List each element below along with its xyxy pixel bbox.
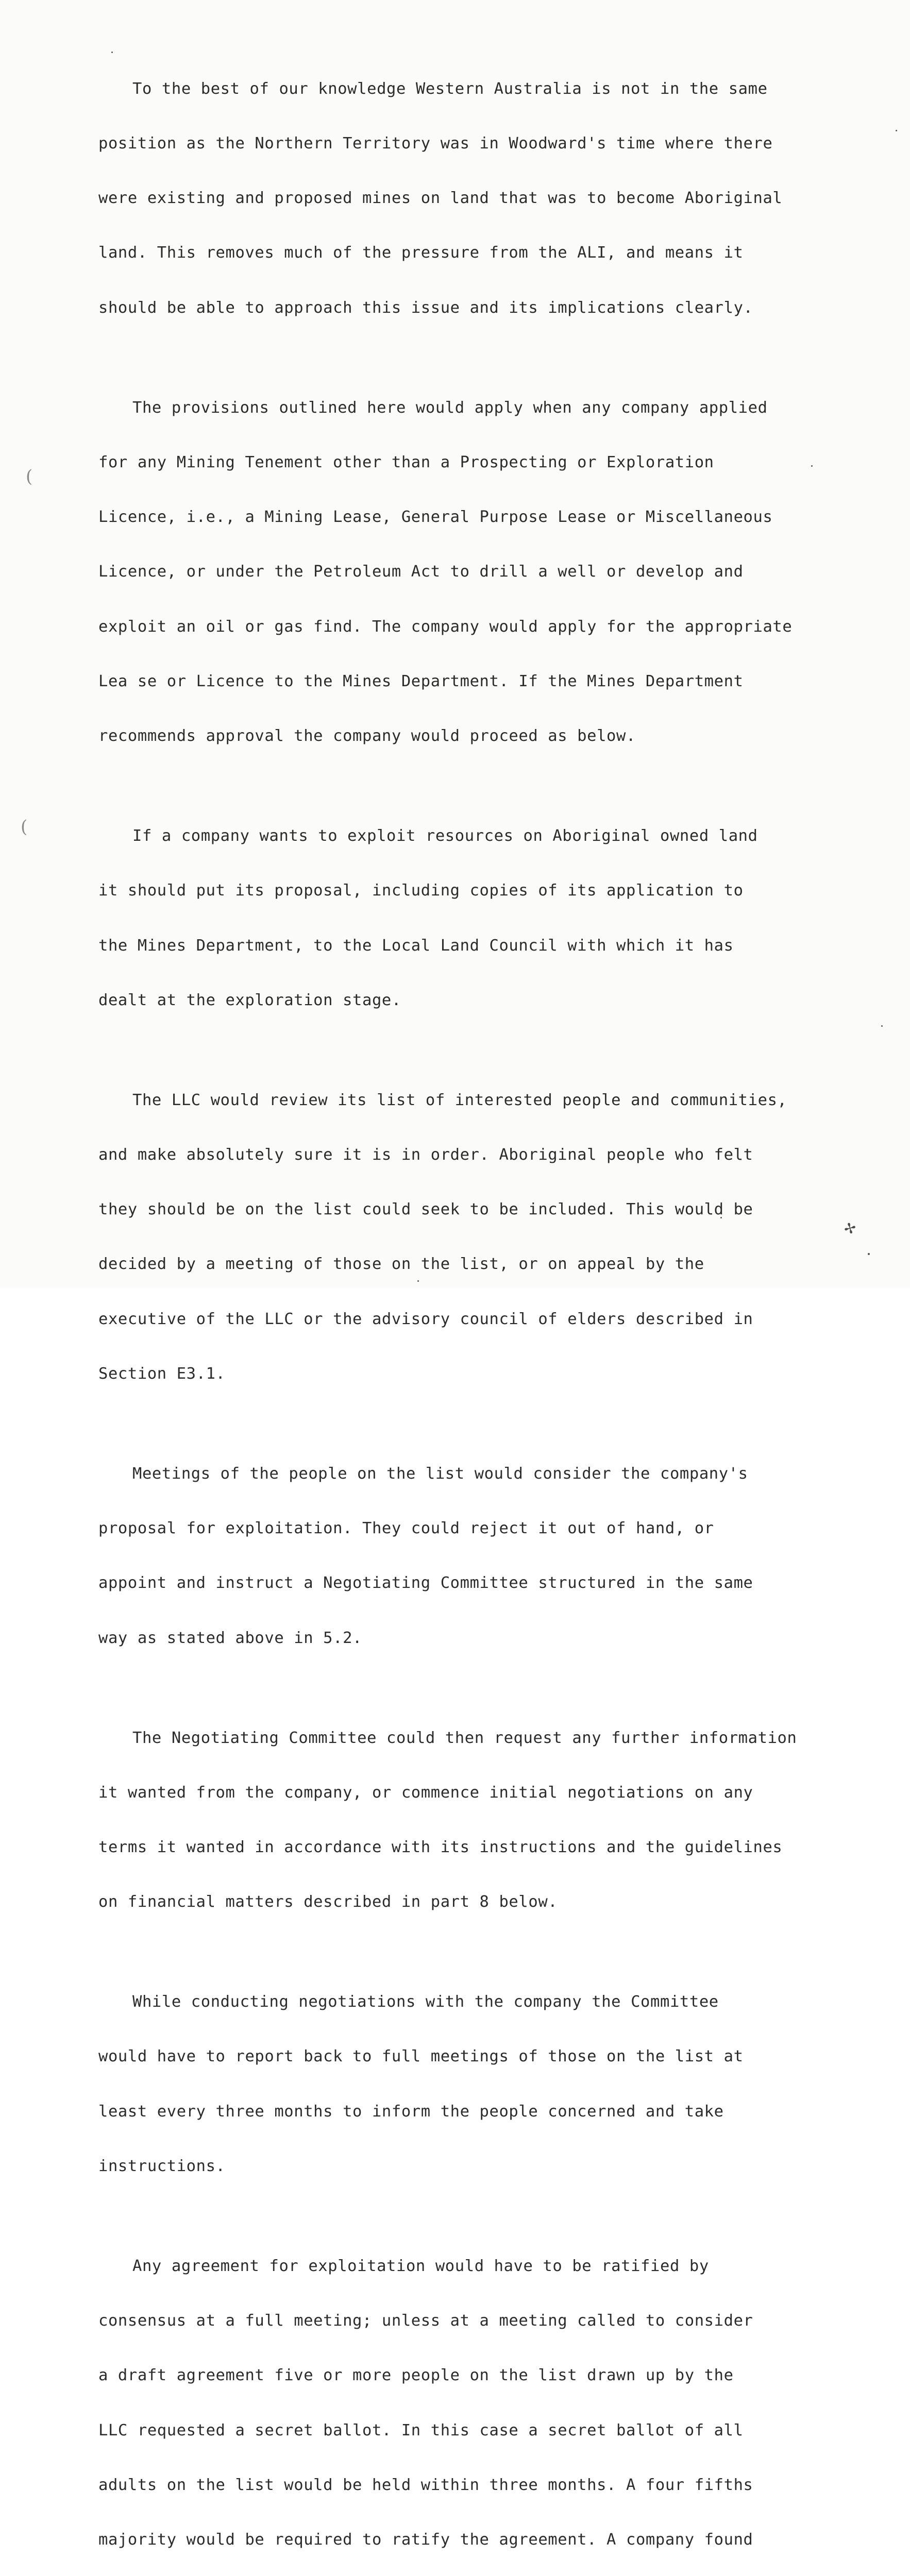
text-line: To the best of our knowledge Western Australia is not in the same (132, 79, 768, 98)
text-line: on financial matters described in part 8 below. (98, 1893, 558, 1911)
text-line: it wanted from the company, or commence initial negotiations on any (98, 1783, 753, 1802)
paragraph (98, 362, 902, 782)
text-line: were existing and proposed mines on land that was to become Aboriginal (98, 189, 783, 208)
text-line: appoint and instruct a Negotiating Committee structured in the same (98, 1574, 753, 1592)
paragraph (98, 43, 902, 353)
text-line: consensus at a full meeting; unless at a meeting called to consider (98, 2312, 753, 2330)
text-line: Any agreement for exploitation would have to be ratified by (132, 2257, 709, 2275)
document-body (98, 43, 902, 2576)
text-line: it should put its proposal, including copies of its application to (98, 882, 744, 900)
text-line: Section E3.1. (98, 1364, 226, 1383)
text-line: Licence, or under the Petroleum Act to drill a well or develop and (98, 563, 744, 581)
text-line: they should be on the list could seek to be included. This would be (98, 1200, 753, 1219)
text-line: exploit an oil or gas find. The company would apply for the appropriate (98, 617, 793, 636)
text-line: would have to report back to full meetings of those on the list at (98, 2047, 744, 2066)
paragraph (98, 1956, 902, 2212)
text-line: Meetings of the people on the list would consider the company's (132, 1464, 748, 1483)
text-line: Licence, i.e., a Mining Lease, General Purpose Lease or Miscellaneous (98, 508, 773, 527)
text-line: land. This removes much of the pressure from the ALI, and means it (98, 244, 744, 262)
text-line: Lea se or Licence to the Mines Department. If the Mines Department (98, 672, 744, 690)
margin-bracket-mark: ( (26, 466, 33, 487)
text-line: dealt at the exploration stage. (98, 991, 401, 1009)
text-line: a draft agreement five or more people on the list drawn up by the (98, 2366, 734, 2385)
text-line: executive of the LLC or the advisory council of elders described in (98, 1310, 753, 1328)
text-line: recommends approval the company would proceed as below. (98, 727, 636, 745)
text-line: should be able to approach this issue and its implications clearly. (98, 298, 753, 317)
text-line: for any Mining Tenement other than a Prospecting or Exploration (98, 453, 714, 471)
paragraph (98, 2221, 902, 2576)
paragraph (98, 1428, 902, 1684)
paragraph (98, 1692, 902, 1948)
text-line: The Negotiating Committee could then request any further information (132, 1728, 797, 1747)
text-line: and make absolutely sure it is in order. Aboriginal people who felt (98, 1145, 753, 1164)
scribble-mark: ✢ (842, 1218, 858, 1239)
text-line: the Mines Department, to the Local Land Council with which it has (98, 936, 734, 955)
text-line: position as the Northern Territory was in Woodward's time where there (98, 134, 773, 153)
text-line: adults on the list would be held within three months. A four fifths (98, 2476, 753, 2494)
text-line: way as stated above in 5.2. (98, 1629, 362, 1647)
text-line: majority would be required to ratify the agreement. A company found (98, 2531, 753, 2549)
text-line: instructions. (98, 2157, 226, 2175)
margin-bracket-mark: ( (21, 817, 28, 837)
text-line: LLC requested a secret ballot. In this case a secret ballot of all (98, 2421, 744, 2439)
text-line: The provisions outlined here would apply when any company applied (132, 398, 768, 417)
text-line: The LLC would review its list of interested people and communities, (132, 1091, 787, 1109)
text-line: decided by a meeting of those on the list, or on appeal by the (98, 1255, 704, 1274)
text-line: While conducting negotiations with the company the Committee (132, 1993, 719, 2011)
text-line: terms it wanted in accordance with its instructions and the guidelines (98, 1838, 783, 1856)
text-line: least every three months to inform the people concerned and take (98, 2102, 724, 2121)
text-line: If a company wants to exploit resources on Aboriginal owned land (132, 827, 758, 845)
paragraph (98, 1055, 902, 1419)
paragraph (98, 790, 902, 1046)
text-line: proposal for exploitation. They could reject it out of hand, or (98, 1519, 714, 1538)
